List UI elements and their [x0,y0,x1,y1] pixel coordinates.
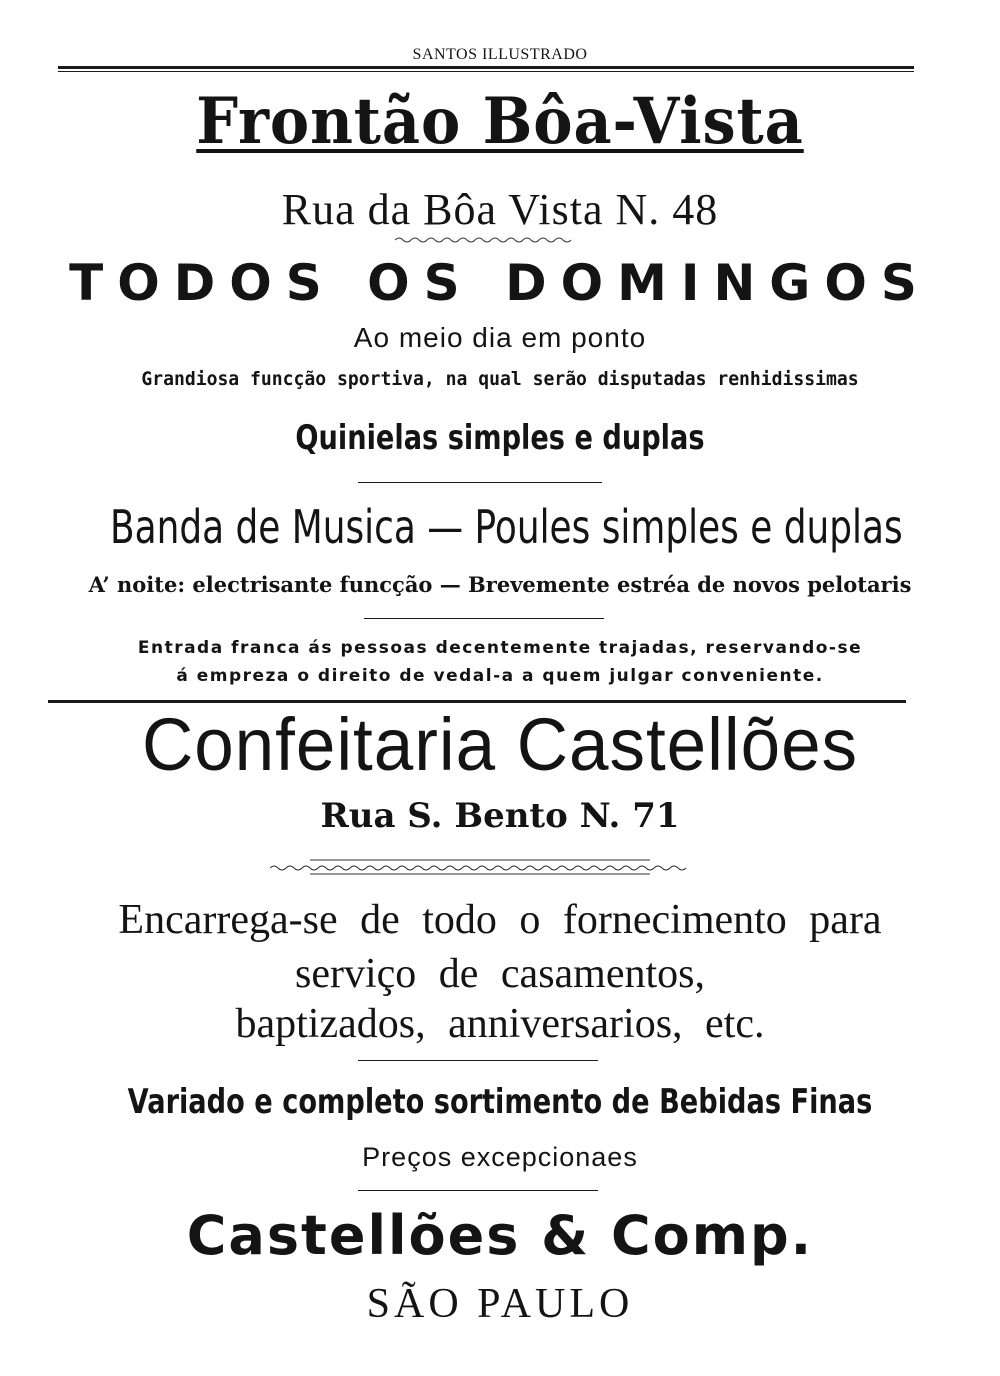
fronton-title [40,84,960,159]
fronton-schedule: TODOS OS DOMINGOS [69,254,931,312]
fronton-band: Banda de Musica — Poules simples e duplas [110,500,903,554]
header-rule-thick [58,66,914,69]
confeitaria-service-line-2: serviço de casamentos, [294,951,706,997]
fronton-entry-line-2: á empreza o direito de vedal-a a quem julgar conveniente. [176,666,824,686]
fronton-night: A’ noite: electrisante funcção — Brevemente estréa de novos pelotaris [88,572,912,597]
ornamental-divider [270,856,690,876]
fronton-address: Rua da Bôa Vista N. 48 [281,185,719,234]
confeitaria-service-line-3: baptizados, anniversarios, etc. [235,1001,765,1047]
fronton-description: Grandiosa funcção sportiva, na qual serão disputadas renhidissimas [141,368,859,390]
short-divider [364,618,604,619]
fronton-title-text: Frontão Bôa-Vista [196,84,804,159]
fronton-time: Ao meio dia em ponto [353,322,647,353]
confeitaria-drinks: Variado e completo sortimento de Bebidas Finas [127,1082,873,1122]
confeitaria-firm: Castellões & Comp. [186,1204,814,1267]
fronton-quinielas: Quinielas simples e duplas [295,418,705,458]
short-divider [358,1190,598,1191]
confeitaria-service-line-1: Encarrega-se de todo o fornecimento para [118,897,882,943]
confeitaria-address: Rua S. Bento N. 71 [320,796,680,836]
confeitaria-title: Confeitaria Castellões [141,703,859,786]
short-divider [358,482,602,483]
header-rule-thin [58,71,914,72]
short-divider [358,1060,598,1061]
wavy-divider [395,236,575,244]
confeitaria-city: SÃO PAULO [366,1281,634,1327]
running-title: SANTOS ILLUSTRADO [412,46,588,63]
fronton-entry-line-1: Entrada franca ás pessoas decentemente trajadas, reservando-se [137,638,863,658]
confeitaria-prices: Preços excepcionaes [362,1142,638,1172]
